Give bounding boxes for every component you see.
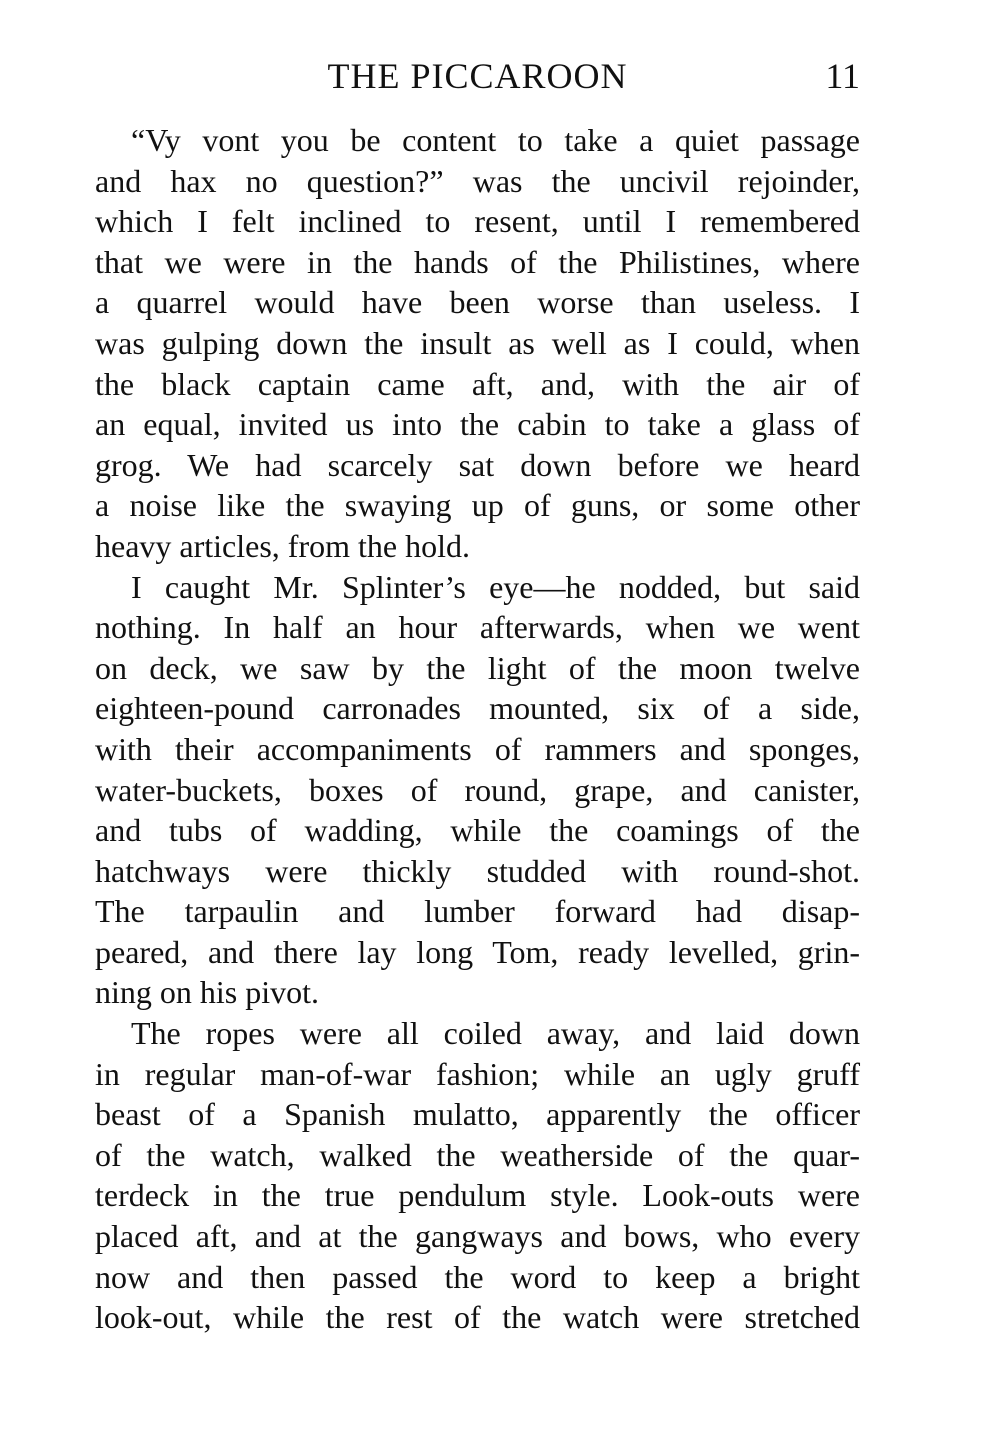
text-line: beast of a Spanish mulatto, apparently the officer [95,1096,860,1133]
text-line: The tarpaulin and lumber forward had disap- [95,893,860,930]
text-line: with their accompaniments of rammers and sponges, [95,730,860,767]
text-line: “Vy vont you be content to take a quiet passage [131,122,860,158]
text-line: nothing. In half an hour afterwards, when we went [95,609,860,646]
text-line: and tubs of wadding, while the coamings of the [95,812,860,849]
text-line: a quarrel would have been worse than useless. I [95,284,860,321]
text-line: was gulping down the insult as well as I could, when [95,324,860,361]
text-line: a noise like the swaying up of guns, or some other [95,487,860,524]
text-line: eighteen-pound carronades mounted, six of a side, [95,690,860,727]
page-number: 11 [825,56,860,96]
text-line: grog. We had scarcely sat down before we heard [95,446,860,483]
text-line: ning on his pivot. [95,974,320,1011]
text-line: terdeck in the true pendulum style. Look-outs were [95,1177,860,1214]
text-line: of the watch, walked the weatherside of the quar- [95,1136,860,1173]
text-line: placed aft, and at the gangways and bows, who every [95,1218,860,1255]
text-line: The ropes were all coiled away, and laid down [131,1015,860,1052]
text-line: hatchways were thickly studded with round-shot. [95,852,860,889]
text-line: on deck, we saw by the light of the moon twelve [95,649,860,686]
text-line: in regular man-of-war fashion; while an ugly gruff [95,1055,860,1092]
text-line: now and then passed the word to keep a bright [95,1258,860,1295]
running-title: THE PICCAROON [327,56,628,96]
text-line: that we were in the hands of the Philistines, where [95,243,860,280]
text-line: the black captain came aft, and, with the air of [95,365,860,402]
text-line: an equal, invited us into the cabin to take a glass of [95,406,860,443]
text-line: water-buckets, boxes of round, grape, and canister, [95,771,860,808]
text-line: look-out, while the rest of the watch were stretched [95,1299,860,1336]
page-header [95,52,860,100]
body-text [95,120,860,1338]
text-line: and hax no question?” was the uncivil rejoinder, [95,162,860,199]
text-line: peared, and there lay long Tom, ready levelled, grin- [95,933,860,970]
text-line: I caught Mr. Splinter’s eye—he nodded, but said [131,568,860,605]
text-line: heavy articles, from the hold. [95,527,470,564]
text-line: which I felt inclined to resent, until I remembered [95,203,860,240]
